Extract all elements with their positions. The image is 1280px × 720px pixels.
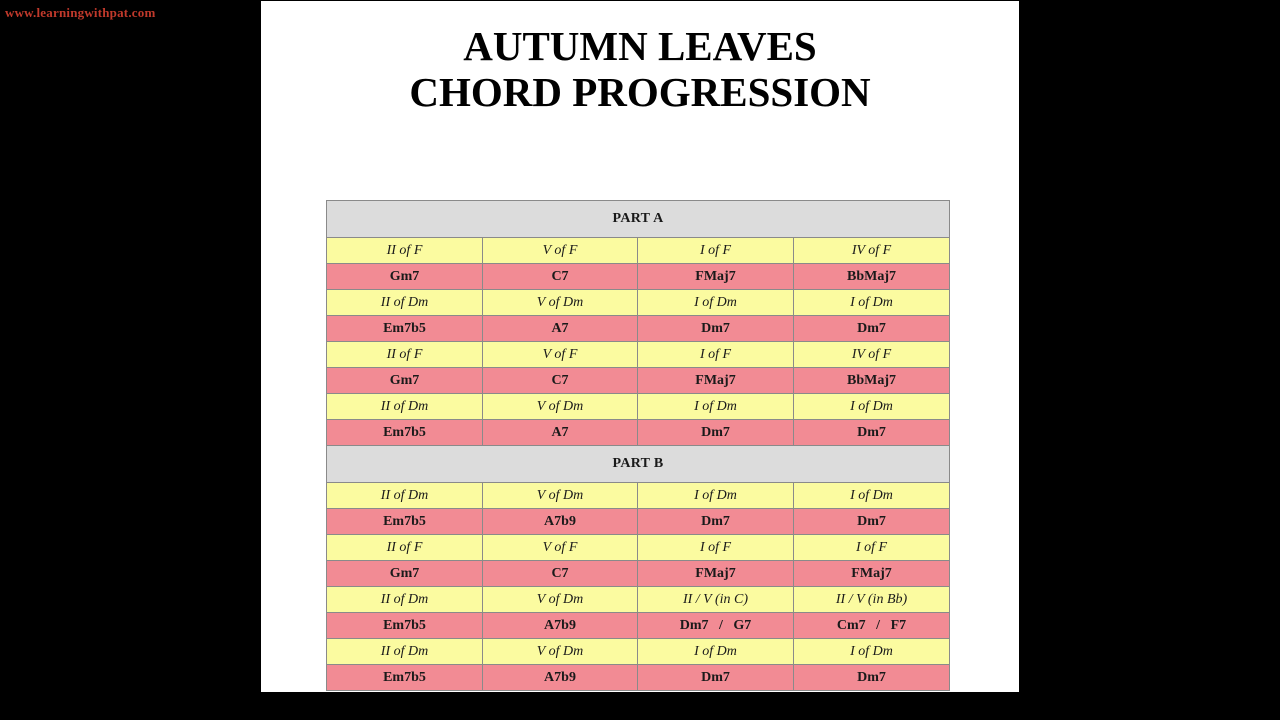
chord-cell: A7b9 — [483, 509, 638, 535]
chord-cell: FMaj7 — [638, 561, 794, 587]
chord-cell: FMaj7 — [794, 561, 950, 587]
chord-cell: Em7b5 — [327, 665, 483, 691]
chord-cell: Dm7 — [794, 316, 950, 342]
function-cell: II of Dm — [327, 483, 483, 509]
harmonic-function-row — [327, 639, 950, 665]
function-cell: IV of F — [794, 238, 950, 264]
watermark-url: www.learningwithpat.com — [5, 5, 156, 20]
function-cell: I of Dm — [638, 290, 794, 316]
function-cell: II of Dm — [327, 587, 483, 613]
harmonic-function-row — [327, 535, 950, 561]
chord-cell: Dm7 — [794, 420, 950, 446]
chord-row — [327, 368, 950, 394]
section-label: PART B — [327, 446, 950, 483]
function-cell: II of F — [327, 238, 483, 264]
document-page — [261, 1, 1019, 692]
function-cell: II / V (in C) — [638, 587, 794, 613]
chord-cell: Dm7 — [794, 509, 950, 535]
function-cell: II / V (in Bb) — [794, 587, 950, 613]
function-cell: I of F — [638, 342, 794, 368]
chord-cell: BbMaj7 — [794, 368, 950, 394]
chord-row — [327, 316, 950, 342]
section-header-row — [327, 446, 950, 483]
chord-cell: C7 — [483, 368, 638, 394]
chord-cell: FMaj7 — [638, 368, 794, 394]
function-cell: II of Dm — [327, 394, 483, 420]
section-header-row — [327, 201, 950, 238]
chord-row — [327, 613, 950, 639]
chord-cell: Em7b5 — [327, 613, 483, 639]
chord-cell: Dm7 / G7 — [638, 613, 794, 639]
harmonic-function-row — [327, 483, 950, 509]
chord-row — [327, 509, 950, 535]
function-cell: I of Dm — [638, 639, 794, 665]
chord-cell: Gm7 — [327, 561, 483, 587]
function-cell: V of Dm — [483, 639, 638, 665]
function-cell: V of Dm — [483, 483, 638, 509]
chord-cell: Dm7 — [638, 420, 794, 446]
function-cell: II of Dm — [327, 290, 483, 316]
chord-row — [327, 420, 950, 446]
function-cell: II of F — [327, 535, 483, 561]
harmonic-function-row — [327, 238, 950, 264]
function-cell: IV of F — [794, 342, 950, 368]
chord-cell: A7b9 — [483, 665, 638, 691]
chord-cell: C7 — [483, 264, 638, 290]
function-cell: V of F — [483, 535, 638, 561]
chord-row — [327, 665, 950, 691]
chord-cell: Dm7 — [794, 665, 950, 691]
function-cell: I of F — [638, 535, 794, 561]
harmonic-function-row — [327, 290, 950, 316]
chord-row — [327, 561, 950, 587]
chord-cell: Gm7 — [327, 264, 483, 290]
function-cell: II of F — [327, 342, 483, 368]
function-cell: I of Dm — [638, 483, 794, 509]
function-cell: I of Dm — [794, 483, 950, 509]
chord-cell: Em7b5 — [327, 316, 483, 342]
function-cell: V of Dm — [483, 394, 638, 420]
chord-row — [327, 264, 950, 290]
function-cell: I of F — [794, 535, 950, 561]
function-cell: V of Dm — [483, 290, 638, 316]
chord-cell: BbMaj7 — [794, 264, 950, 290]
harmonic-function-row — [327, 394, 950, 420]
function-cell: V of F — [483, 342, 638, 368]
chord-cell: Dm7 — [638, 509, 794, 535]
title-line-2: CHORD PROGRESSION — [409, 69, 871, 115]
chord-cell: C7 — [483, 561, 638, 587]
function-cell: I of Dm — [794, 290, 950, 316]
function-cell: V of F — [483, 238, 638, 264]
section-label: PART A — [327, 201, 950, 238]
chord-progression-table — [326, 200, 950, 691]
chord-cell: A7 — [483, 420, 638, 446]
function-cell: I of Dm — [794, 639, 950, 665]
function-cell: I of Dm — [794, 394, 950, 420]
harmonic-function-row — [327, 342, 950, 368]
chord-cell: FMaj7 — [638, 264, 794, 290]
chord-cell: Dm7 — [638, 665, 794, 691]
title-line-1: AUTUMN LEAVES — [463, 23, 817, 69]
chord-cell: Em7b5 — [327, 509, 483, 535]
function-cell: I of F — [638, 238, 794, 264]
chord-cell: A7 — [483, 316, 638, 342]
chord-cell: A7b9 — [483, 613, 638, 639]
chord-cell: Gm7 — [327, 368, 483, 394]
chord-cell: Cm7 / F7 — [794, 613, 950, 639]
function-cell: V of Dm — [483, 587, 638, 613]
chord-cell: Dm7 — [638, 316, 794, 342]
page-title — [261, 23, 1019, 115]
function-cell: I of Dm — [638, 394, 794, 420]
chord-cell: Em7b5 — [327, 420, 483, 446]
harmonic-function-row — [327, 587, 950, 613]
function-cell: II of Dm — [327, 639, 483, 665]
